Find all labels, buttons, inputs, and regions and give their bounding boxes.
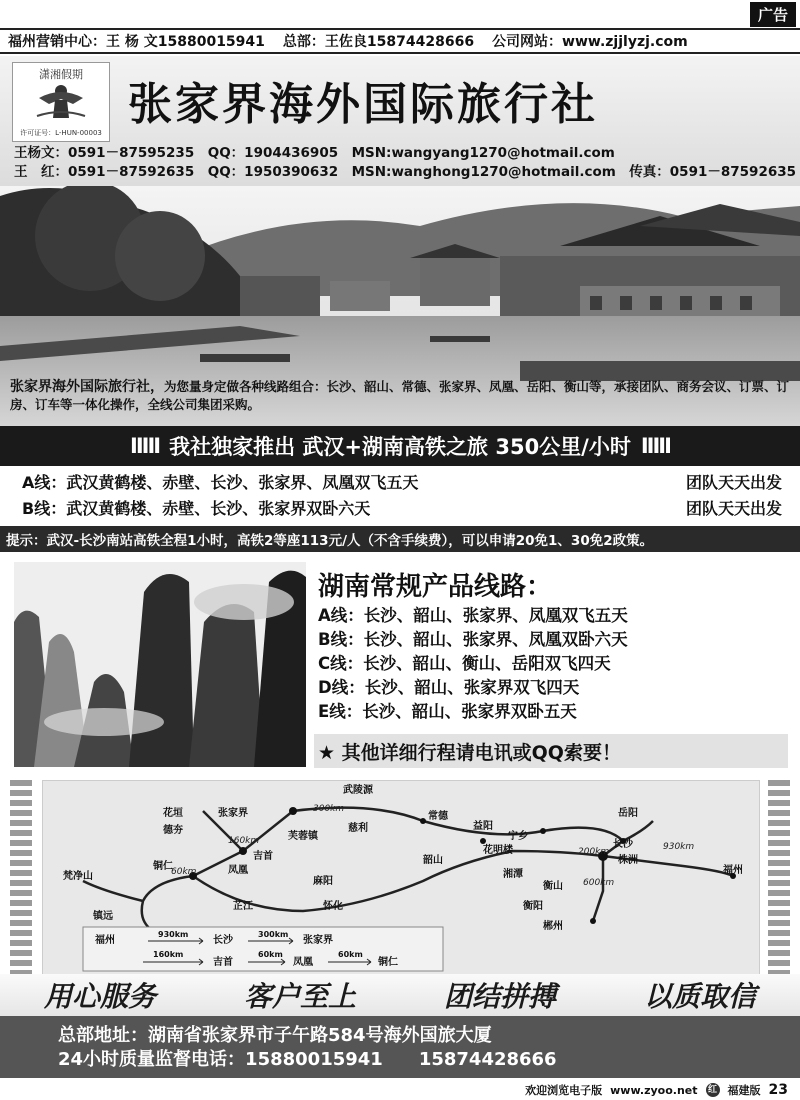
map-place: 吉首 (253, 851, 273, 862)
hunan-route-item: E线：长沙、韶山、张家界双卧五天 (318, 702, 577, 721)
slogan-row (0, 974, 800, 1016)
legend-item: 福州 (95, 935, 115, 946)
footer (0, 1016, 800, 1078)
caption-title: 张家界海外国际旅行社， (10, 379, 164, 395)
quality-hotline: 24小时质量监督电话：15880015941 15874428666 (58, 1049, 557, 1070)
license-number: 许可证号：L-HUN-00003 (20, 129, 102, 137)
map-legend (83, 927, 443, 971)
map-place: 长沙 (613, 839, 633, 850)
legend-item: 300km (258, 930, 289, 939)
route-line: A线：武汉黄鹤楼、赤壁、长沙、张家界、凤凰双飞五天 (22, 473, 419, 492)
legend-item: 60km (338, 950, 363, 959)
map-place: 衡阳 (523, 901, 543, 912)
map-place: 芷江 (233, 901, 253, 912)
route-note: 团队天天出发 (685, 499, 782, 518)
slogan: 客户至上 (243, 980, 356, 1013)
ad-label: 广告 (750, 2, 796, 27)
map-place: 郴州 (543, 921, 563, 932)
photo-caption (10, 378, 790, 414)
company-logo (12, 62, 110, 142)
page-number: 23 (768, 1082, 788, 1098)
publication-site[interactable]: www.zyoo.net (610, 1083, 698, 1097)
map-distance: 60km (171, 867, 197, 877)
map-distance: 300km (313, 804, 345, 814)
welcome-text: 欢迎浏览电子版 (525, 1084, 603, 1097)
hunan-routes-list (318, 604, 628, 724)
header (0, 56, 800, 186)
map-place: 怀化 (323, 901, 343, 912)
map-place: 武陵源 (343, 785, 373, 796)
map-place: 镇远 (93, 911, 113, 922)
banner-text: 我社独家推出 武汉+湖南高铁之旅 350公里/小时 (169, 435, 631, 459)
banner-bars-left: IIIII (130, 434, 160, 458)
map-place: 花垣 (163, 808, 183, 819)
route-map (42, 780, 760, 976)
brand-circle-icon: 红 (706, 1083, 720, 1097)
route-note: 团队天天出发 (685, 473, 782, 492)
contact-row: 王 红：0591－87592635 QQ：1950390632 MSN:wanghong1270@hotmail.com 传真：0591－87592635 (14, 164, 797, 180)
logo-text: 潇湘假期 (39, 68, 83, 81)
hunan-route-item: C线：长沙、韶山、衡山、岳阳双飞四天 (318, 654, 611, 673)
map-distance: 200km (578, 847, 610, 857)
contact-row: 王杨文：0591－87595235 QQ：1904436905 MSN:wangyang1270@hotmail.com (14, 145, 615, 161)
more-info-note: ★ 其他详细行程请电讯或QQ索要！ (314, 734, 788, 768)
map-place: 常德 (428, 811, 448, 822)
legend-item: 160km (153, 950, 184, 959)
map-place: 芙蓉镇 (288, 831, 318, 842)
map-place: 麻阳 (313, 876, 333, 887)
map-place: 株洲 (618, 855, 638, 866)
legend-item: 长沙 (213, 935, 233, 946)
map-place: 花明楼 (483, 845, 513, 856)
decorative-ladder-right (768, 780, 790, 974)
map-place: 岳阳 (618, 808, 638, 819)
slogan: 团结拼搏 (443, 980, 556, 1013)
map-place: 益阳 (473, 821, 493, 832)
company-website[interactable]: 公司网站：www.zjjlyzj.com (492, 34, 688, 50)
route-line: B线：武汉黄鹤楼、赤壁、长沙、张家界双卧六天 (22, 499, 371, 518)
special-route-item (22, 496, 782, 520)
map-distance: 930km (663, 842, 695, 852)
map-place: 衡山 (543, 881, 563, 892)
decorative-ladder-left (10, 780, 32, 974)
logo-figure-icon (33, 82, 89, 128)
legend-item: 凤凰 (293, 957, 313, 968)
headquarters-contact: 总部：王佐良15874428666 (282, 34, 475, 50)
special-routes (0, 466, 800, 524)
banner-bars-right: IIIII (640, 434, 670, 458)
hunan-route-item: A线：长沙、韶山、张家界、凤凰双飞五天 (318, 606, 628, 625)
hunan-route-item: D线：长沙、韶山、张家界双飞四天 (318, 678, 580, 697)
publication-footer (0, 1080, 800, 1100)
map-distance: 160km (228, 836, 260, 846)
slogan: 以质取信 (643, 980, 756, 1013)
map-place: 德夯 (163, 825, 183, 836)
legend-item: 930km (158, 930, 189, 939)
contact-list (14, 144, 796, 182)
map-distance: 600km (583, 878, 615, 888)
map-place: 韶山 (423, 855, 443, 866)
caption-body: 为您量身定做各种线路组合：长沙、韶山、常德、张家界、凤凰、岳阳、衡山等，承接团队、商务会议、订票、订房、订车等一体化操作，全线公司集团采购。 (10, 379, 790, 412)
legend-item: 吉首 (213, 957, 233, 968)
hq-address: 总部地址：湖南省张家界市子午路584号海外国旅大厦 (58, 1025, 492, 1046)
exclusive-banner (0, 426, 800, 466)
map-place: 凤凰 (228, 865, 248, 876)
edition-name: 福建版 (727, 1084, 761, 1097)
map-place: 铜仁 (153, 861, 173, 872)
hunan-route-item: B线：长沙、韶山、张家界、凤凰双卧六天 (318, 630, 628, 649)
legend-item: 张家界 (303, 935, 333, 946)
map-place: 福州 (723, 865, 743, 876)
map-place: 慈利 (348, 823, 368, 834)
map-place: 梵净山 (63, 871, 93, 882)
map-place: 张家界 (218, 808, 248, 819)
tip-bar: 提示：武汉-长沙南站高铁全程1小时，高铁2等座113元/人（不含手续费），可以申请20免1、30免2政策。 (0, 526, 800, 552)
legend-item: 铜仁 (378, 957, 398, 968)
legend-item: 60km (258, 950, 283, 959)
fuzhou-sales-center: 福州营销中心：王 杨 文15880015941 (8, 34, 265, 50)
zhangjiajie-mountain-photo (14, 562, 306, 767)
hunan-routes-title: 湖南常规产品线路： (318, 572, 553, 602)
slogan: 用心服务 (43, 980, 156, 1013)
special-route-item (22, 470, 782, 494)
company-name: 张家界海外国际旅行社 (128, 79, 598, 130)
map-place: 宁乡 (508, 831, 528, 842)
top-contact-bar (0, 28, 800, 54)
map-place: 湘潭 (503, 869, 523, 880)
